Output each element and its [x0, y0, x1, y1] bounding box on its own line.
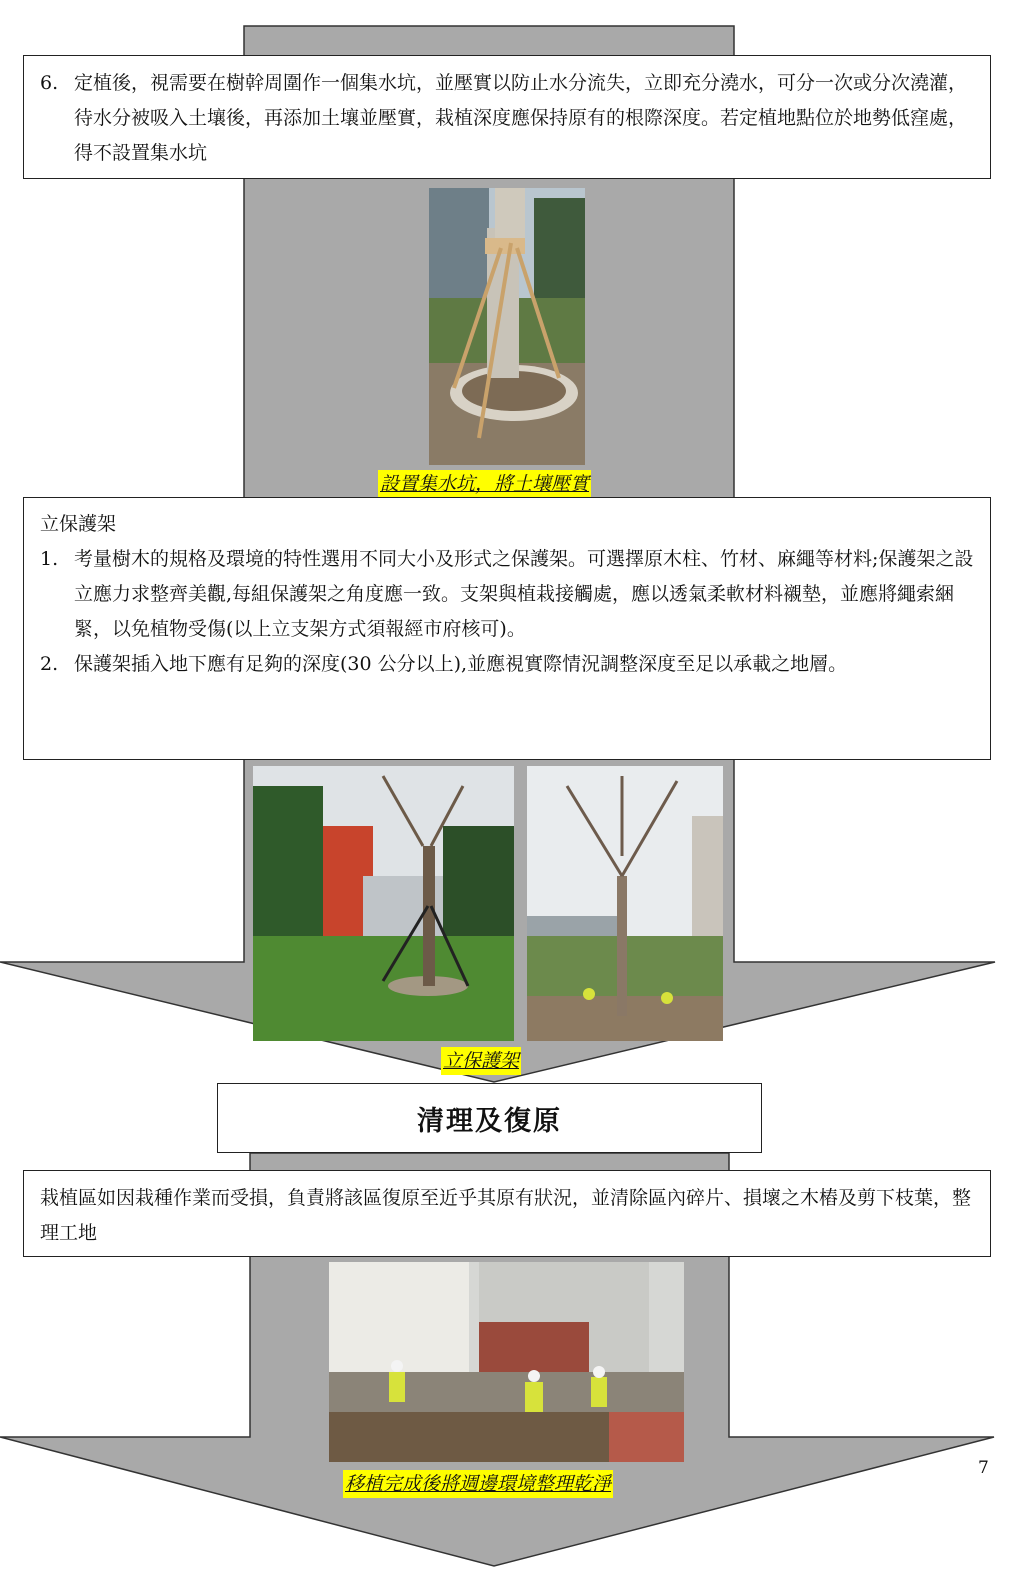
- step6-box: [23, 55, 991, 179]
- support-item-text: 保護架插入地下應有足夠的深度(30 公分以上),並應視實際情況調整深度至足以承載之地層。: [74, 653, 848, 675]
- photo-water-basin: [429, 188, 585, 465]
- photo-site-cleanup: [329, 1262, 684, 1462]
- photo-support-frame-park: [253, 766, 514, 1041]
- step6-number: 6.: [40, 72, 59, 94]
- support-item: [40, 542, 974, 647]
- page-number: 7: [978, 1458, 989, 1478]
- support-item-text: 考量樹木的規格及環境的特性選用不同大小及形式之保護架。可選擇原木柱、竹材、麻繩等材料;保護架之設立應力求整齊美觀,每組保護架之角度應一致。支架與植栽接觸處，應以透氣柔軟材料襯墊，並應將繩索綑緊，以免植物受傷(以上立支架方式須報經市府核可)。: [74, 548, 974, 640]
- support-item-number: 1.: [40, 548, 59, 570]
- cleanup-text: 栽植區如因栽種作業而受損，負責將該區復原至近乎其原有狀況，並清除區內碎片、損壞之木樁及剪下枝葉，整理工地: [40, 1187, 972, 1244]
- support-item-number: 2.: [40, 653, 59, 675]
- step6-item: [40, 66, 974, 171]
- photo2-caption: 立保護架: [441, 1047, 521, 1075]
- support-item: [40, 647, 974, 682]
- section-title: 清理及復原: [217, 1083, 762, 1153]
- support-box: [23, 497, 991, 760]
- photo3-caption: 移植完成後將週邊環境整理乾淨: [343, 1470, 613, 1498]
- step6-text: 定植後，視需要在樹幹周圍作一個集水坑，並壓實以防止水分流失，立即充分澆水，可分一次或分次澆灌，待水分被吸入土壤後，再添加土壤並壓實，栽植深度應保持原有的根際深度。若定植地點位於地勢低窪處，得不設置集水坑: [74, 72, 968, 164]
- support-heading: 立保護架: [40, 513, 117, 535]
- cleanup-box: [23, 1170, 991, 1257]
- photo1-caption: 設置集水坑，將土壤壓實: [378, 470, 591, 498]
- photo-support-frame-street: [527, 766, 723, 1041]
